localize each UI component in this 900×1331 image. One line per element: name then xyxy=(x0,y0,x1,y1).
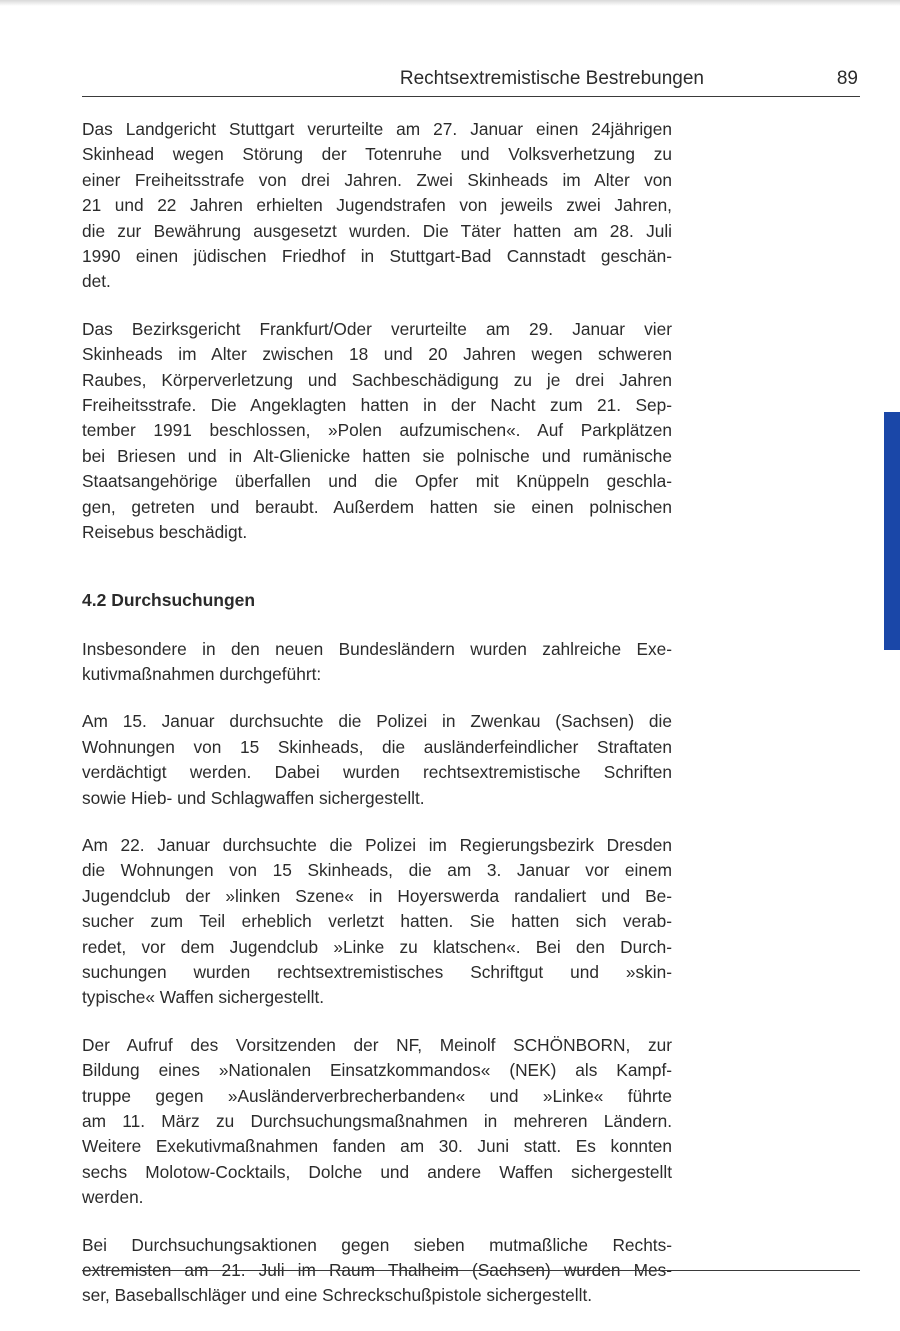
paragraph xyxy=(82,637,672,688)
text-line: Raubes, Körperverletzung und Sachbeschädigung zu je drei Jahren xyxy=(82,369,672,390)
text-line: am 11. März zu Durchsuchungsmaßnahmen in mehreren Ländern. xyxy=(82,1111,672,1131)
text-line: det. xyxy=(82,271,111,292)
text-line: Das Landgericht Stuttgart verurteilte am 27. Januar einen 24jährigen xyxy=(82,119,672,139)
text-line: Insbesondere in den neuen Bundesländern wurden zahlreiche Exe- xyxy=(82,638,672,659)
text-line: Staatsangehörige überfallen und die Opfer mit Knüppeln geschla- xyxy=(82,471,672,492)
paragraph xyxy=(82,833,672,1011)
text-line: typische« Waffen sichergestellt. xyxy=(82,987,325,1008)
text-line: Jugendclub der »linken Szene« in Hoyerswerda randaliert und Be- xyxy=(82,885,672,906)
text-line: suchungen wurden rechtsextremistisches Schriftgut und »skin- xyxy=(82,961,672,982)
running-header xyxy=(82,66,860,97)
text-line: truppe gegen »Ausländerverbrecherbanden« und »Linke« führte xyxy=(82,1085,672,1106)
text-line: die Wohnungen von 15 Skinheads, die am 3. Januar vor einem xyxy=(82,860,672,881)
text-line: Am 15. Januar durchsuchte die Polizei in Zwenkau (Sachsen) die xyxy=(82,711,672,732)
text-line: 1990 einen jüdischen Friedhof in Stuttgart-Bad Cannstadt geschän- xyxy=(82,246,672,267)
paragraph xyxy=(82,709,672,811)
section-heading: 4.2 Durchsuchungen xyxy=(82,589,256,610)
text-line: sucher zum Teil erheblich verletzt hatten. Sie hatten sich verab- xyxy=(82,911,672,932)
paragraphs-before-section xyxy=(82,117,672,546)
text-line: tember 1991 beschlossen, »Polen aufzumischen«. Auf Parkplätzen xyxy=(82,420,672,441)
text-line: sowie Hieb- und Schlagwaffen sichergestellt. xyxy=(82,787,425,808)
paragraph xyxy=(82,1033,672,1211)
text-line: 21 und 22 Jahren erhielten Jugendstrafen von jeweils zwei Jahren, xyxy=(82,195,672,216)
bottom-rule xyxy=(82,1270,860,1271)
text-line: Der Aufruf des Vorsitzenden der NF, Meinolf SCHÖNBORN, zur xyxy=(82,1034,672,1055)
text-line: extremisten am 21. Juli im Raum Thalheim (Sachsen) wurden Mes- xyxy=(82,1260,672,1281)
text-line: sechs Molotow-Cocktails, Dolche und andere Waffen sichergestellt xyxy=(82,1161,672,1182)
paragraphs-after-section xyxy=(82,637,672,1309)
body-text xyxy=(82,117,672,1331)
text-line: Weitere Exekutivmaßnahmen fanden am 30. Juni statt. Es konnten xyxy=(82,1136,672,1157)
paragraph xyxy=(82,317,672,546)
text-line: bei Briesen und in Alt-Glienicke hatten sie polnische und rumänische xyxy=(82,445,672,466)
text-line: redet, vor dem Jugendclub »Linke zu klatschen«. Bei den Durch- xyxy=(82,936,672,957)
text-line: Reisebus beschädigt. xyxy=(82,522,248,543)
paragraph xyxy=(82,117,672,295)
text-line: ser, Baseballschläger und eine Schreckschußpistole sichergestellt. xyxy=(82,1285,593,1306)
text-line: werden. xyxy=(82,1187,144,1208)
text-line: Bildung eines »Nationalen Einsatzkommandos« (NEK) als Kampf- xyxy=(82,1060,672,1081)
text-line: verdächtigt werden. Dabei wurden rechtsextremistische Schriften xyxy=(82,762,672,783)
page-top-edge xyxy=(0,0,900,6)
text-line: kutivmaßnahmen durchgeführt: xyxy=(82,663,322,684)
text-line: Am 22. Januar durchsuchte die Polizei im Regierungsbezirk Dresden xyxy=(82,834,672,855)
text-line: einer Freiheitsstrafe von drei Jahren. Zwei Skinheads im Alter von xyxy=(82,169,672,190)
text-line: Bei Durchsuchungsaktionen gegen sieben mutmaßliche Rechts- xyxy=(82,1234,672,1255)
text-line: Skinheads im Alter zwischen 18 und 20 Jahren wegen schweren xyxy=(82,344,672,365)
text-line: gen, getreten und beraubt. Außerdem hatten sie einen polnischen xyxy=(82,496,672,517)
text-line: Freiheitsstrafe. Die Angeklagten hatten in der Nacht zum 21. Sep- xyxy=(82,395,672,416)
text-line: Skinhead wegen Störung der Totenruhe und Volksverhetzung zu xyxy=(82,144,672,165)
page-number: 89 xyxy=(836,68,858,89)
text-line: die zur Bewährung ausgesetzt wurden. Die Täter hatten am 28. Juli xyxy=(82,220,672,241)
text-line: Wohnungen von 15 Skinheads, die ausländerfeindlicher Straftaten xyxy=(82,736,672,757)
running-title: Rechtsextremistische Bestrebungen xyxy=(399,68,704,89)
chapter-thumb-tab xyxy=(884,412,900,650)
text-line: Das Bezirksgericht Frankfurt/Oder verurteilte am 29. Januar vier xyxy=(82,318,672,339)
